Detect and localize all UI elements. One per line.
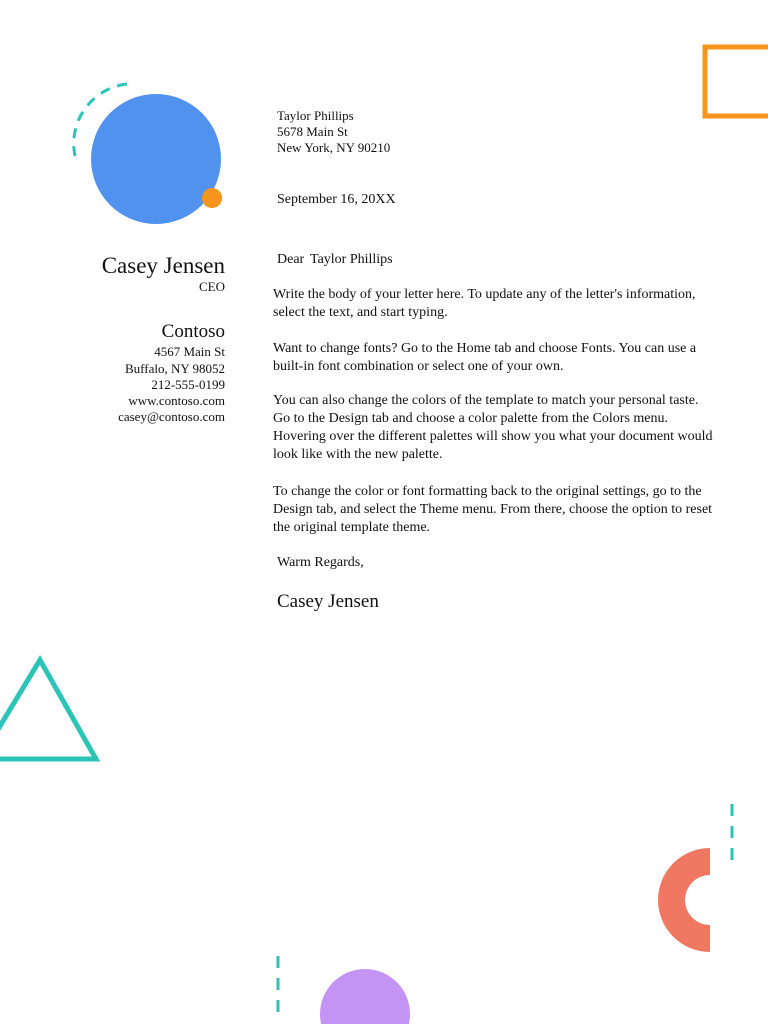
teal-triangle-decoration (0, 650, 110, 770)
dashed-line-right-decoration (726, 800, 738, 870)
sender-title: CEO (199, 279, 225, 294)
body-paragraph: Want to change fonts? Go to the Home tab and choose Fonts. You can use a built-in font combination or select one of your own. (273, 341, 697, 374)
sender-address-line2: Buffalo, NY 98052 (124, 361, 225, 376)
dashed-line-bottom-decoration (272, 950, 284, 1024)
sender-address-line1: 4567 Main St (154, 344, 225, 359)
recipient-city-line: New York, NY 90210 (277, 140, 391, 155)
letter-date: September 16, 20XX (277, 192, 396, 207)
orange-square-outline-decoration (700, 42, 768, 122)
salutation-name: Taylor Phillips (310, 252, 393, 267)
recipient-street: 5678 Main St (277, 124, 348, 139)
salutation: Dear (277, 252, 305, 267)
body-paragraph: Write the body of your letter here. To update any of the letter's information, select the text, and start typing. (273, 287, 696, 320)
purple-circle-decoration (318, 965, 414, 1024)
recipient-name: Taylor Phillips (277, 108, 354, 123)
sender-website: www.contoso.com (128, 393, 225, 408)
sender-phone: 212-555-0199 (151, 377, 225, 392)
signature: Casey Jensen (277, 591, 379, 612)
closing: Warm Regards, (277, 555, 364, 570)
coral-half-ring-decoration (655, 845, 715, 955)
blue-circle-decoration (90, 90, 230, 230)
body-paragraph: To change the color or font formatting back to the original settings, go to the Design tab, and select the Theme menu. From there, choose the option to reset the original template theme. (273, 484, 713, 535)
sender-email: casey@contoso.com (118, 409, 225, 424)
sender-name: Casey Jensen (101, 253, 225, 278)
company-name: Contoso (161, 321, 225, 342)
body-paragraph: You can also change the colors of the template to match your personal taste. Go to the Design tab and choose a color palette from the Colors menu. Hovering over the different palettes will show you what your document would look like with the new palette. (273, 393, 713, 462)
